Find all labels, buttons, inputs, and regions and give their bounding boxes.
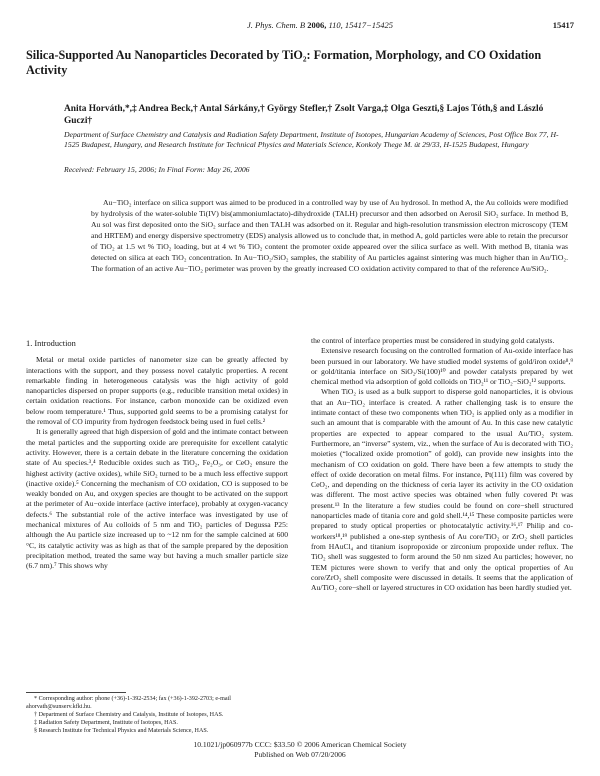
- article-title: Silica-Supported Au Nanoparticles Decorated by TiO₂: Formation, Morphology, and CO Oxidation Activity: [26, 48, 542, 77]
- body-paragraph: Metal or metal oxide particles of nanometer size can be greatly affected by interactions with the support, and they possess novel catalytic properties. A recent remarkable finding in heterogeneous catalysis was the high activity of gold nanoparticles dispersed on proper supports (e.g., reducible transition metal oxides) in certain oxidation reactions. For instance, carbon monoxide can be oxidized even below room temperature.¹ Thus, supported gold seems to be a promising catalyst for the removal of CO impurity from hydrogen feedstock being used in fuel cells.²: [26, 355, 288, 427]
- body-paragraph: the control of interface properties must be considered in studying gold catalysts.: [311, 336, 555, 345]
- journal-name: J. Phys. Chem. B: [247, 20, 306, 30]
- page-number: 15417: [552, 20, 574, 30]
- page-footer: [0, 740, 600, 759]
- journal-year: 2006,: [307, 20, 327, 30]
- footnote: † Department of Surface Chemistry and Catalysis, Institute of Isotopes, HAS.: [34, 711, 224, 718]
- author-list: Anita Horváth,*,‡ Andrea Beck,† Antal Sárkány,† György Stefler,† Zsolt Varga,‡ Olga Geszti,§ Lajos Tóth,§ and László Guczi†: [64, 104, 544, 126]
- footnote-divider: [26, 692, 126, 693]
- running-head: [0, 20, 600, 34]
- body-paragraph: When TiO₂ is used as a bulk support to disperse gold nanoparticles, it is obvious that an Au−TiO₂ interface is created. A rather challenging task is to ensure the intimate contact of these two components when TiO₂ is applied only as a modifier in such an amount that is comparable with the amount of Au. In this case new catalytic properties are expected to appear compared to the usual Au/TiO₂ system. Furthermore, an “inverse” system, viz., when the surface of Au is decorated with TiO₂ moieties (“localized oxide promotion” of gold), can provide new insights into the mechanism of CO oxidation on gold. There have been a few attempts to study the effect of oxide decoration on metal films. For instance, Pt(111) film was covered by CeO₂, and depending on the thickness of ceria layer its activity in the CO oxidation was different. The most active species was obtained when fully covered Pt was present.¹³ In the literature a few studies could be found on core−shell structured nanoparticles made of titania core and gold shell.¹⁴,¹⁵ These composite particles were prepared to study optical properties or photocatalytic activity.¹⁶,¹⁷ Philip and co-workers¹⁸,¹⁹ published a one-step synthesis of Au core/TiO₂ or ZrO₂ shell particles from HAuCl₄ and titanium isopropoxide or zirconium propoxide under reflux. The TiO₂ shell was suggested to form around the 50 nm sized Au particles; however, no TEM pictures were shown to verify that and only the optical properties of Au core/ZrO₂ shell composite were discussed in details. It seems that the application of Au/TiO₂ core−shell or layered structures in CO oxidation has been hardly studied yet.: [311, 387, 573, 593]
- doi-copyright-line: 10.1021/jp060977b CCC: $33.50 © 2006 American Chemical Society: [193, 740, 407, 749]
- volume-pages: 110, 15417−15425: [328, 20, 394, 30]
- journal-citation: [247, 20, 393, 30]
- footnotes: [26, 692, 288, 736]
- published-date: Published on Web 07/20/2006: [254, 749, 346, 759]
- footnote: § Research Institute for Technical Physics and Materials Science, HAS.: [34, 727, 209, 734]
- footnote: ‡ Radiation Safety Department, Institute of Isotopes, HAS.: [34, 719, 178, 726]
- body-paragraph: It is generally agreed that high dispersion of gold and the intimate contact between the metal particles and the supporting oxide are prerequisite for excellent catalytic activity. However, there is a certain debate in the literature concerning the oxidation state of Au species.³,⁴ Reducible oxides such as TiO₂, Fe₂O₃, or CeO₂ ensure the highest activity (active oxides), while SiO₂ turned to be a much less effective support (inactive oxide).⁵ Concerning the mechanism of CO oxidation, CO is supposed to be weakly bonded on Au, and oxygen species are thought to be activated on the support at the perimeter of Au−oxide interface (active interface), probably at oxygen-vacancy defects.⁶ The substantial role of the active interface was investigated by use of mechanical mixtures of Au colloids of 5 nm and TiO₂ particles of Degussa P25: although the Au particle size increased up to ~12 nm for the sample calcined at 600 °C, its catalytic activity was as high as that of the sample prepared by the deposition precipitation method, treated the same way but having a much smaller particle size (6.7 nm).⁷ This shows why: [26, 427, 288, 571]
- right-column: [311, 336, 573, 593]
- body-paragraph: Extensive research focusing on the controlled formation of Au-oxide interface has been pursued in our laboratory. We have studied model systems of gold/iron oxide⁸,⁹ or gold/titania interface on SiO₂/Si(100)¹⁰ and powder catalysts prepared by wet chemical method via adsorption of gold colloids on TiO₂¹¹ or TiO₂−SiO₂¹² supports.: [311, 346, 573, 387]
- affiliations: Department of Surface Chemistry and Catalysis and Radiation Safety Department, Institute of Isotopes, Hungarian Academy of Sciences, Post Office Box 77, H-1525 Budapest, Hungary, and Research Institute for Technical Physics and Materials Science, Konkoly Thege M. út 29/33, H-1525 Budapest, Hungary: [64, 130, 559, 149]
- left-column: [26, 336, 288, 572]
- section-heading: 1. Introduction: [26, 339, 76, 348]
- abstract: Au−TiO₂ interface on silica support was aimed to be produced in a controlled way by use of Au hydrosol. In method A, the Au colloids were modified by hydrolysis of the water-soluble Ti(IV) bis(ammoniumlactato)-dihydroxide (TALH) precursor and then adsorbed on Aerosil SiO₂ surface. In method B, Au sol was first deposited onto the SiO₂ surface and then TALH was adsorbed on it. Regular and high-resolution transmission electron microscopy (TEM and HRTEM) and energy dispersive spectrometry (EDS) analysis allowed us to conclude that, in method A, gold particles were able to retain the precursor of TiO₂ at 1.5 wt % TiO₂ loading, but at 4 wt % TiO₂ content the promoter oxide appeared over the silica surface as well. With method B, titania was detected on silica at each TiO₂ concentration. In Au−TiO₂/SiO₂ samples, the stability of Au particles against sintering was much higher than in Au/TiO₂. The formation of an active Au−TiO₂ perimeter was proven by the greatly increased CO oxidation activity compared to that of the reference Au/SiO₂.: [91, 198, 568, 273]
- received-dates: Received: February 15, 2006; In Final Form: May 26, 2006: [64, 165, 250, 174]
- footnote: * Corresponding author: phone (+36)-1-392-2534; fax (+36)-1-392-2703; e-mail ahorvath@sunserv.kfki.hu.: [26, 696, 231, 710]
